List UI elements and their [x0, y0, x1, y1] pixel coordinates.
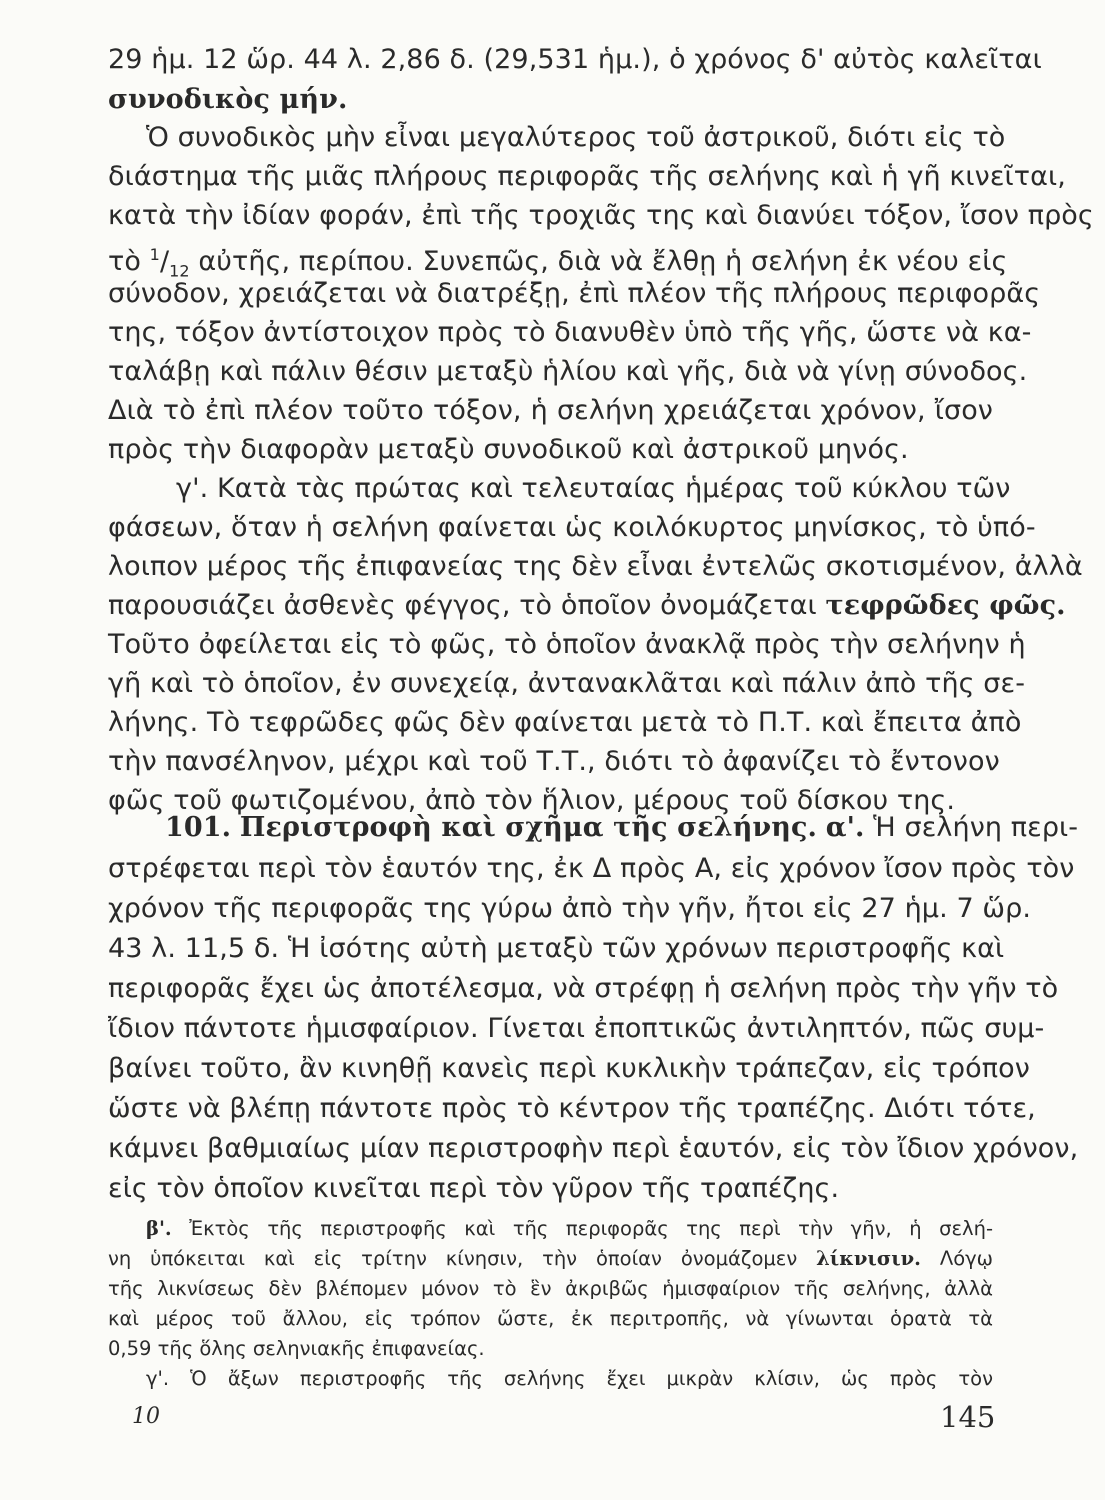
- text-line: [108, 80, 993, 120]
- text-fragment: παρουσιάζει ἀσθενὲς φέγγος, τὸ ὁποῖον ὀνομάζεται: [108, 590, 817, 621]
- text-fragment: Ἡ σελήνη περι-: [873, 812, 1079, 843]
- text-line: διάστημα τῆς μιᾶς πλήρους περιφορᾶς τῆς σελήνης καὶ ἡ γῆ κινεῖται,: [108, 161, 1066, 192]
- small-text-line: τῆς λικνίσεως δὲν βλέπομεν μόνον τὸ ἓν ἀκριβῶς ἡμισφαίριον τῆς σελήνης, ἀλλὰ: [108, 1277, 993, 1300]
- section-number: 101.: [165, 812, 232, 843]
- text-line: εἰς τὸν ὁποῖον κινεῖται περὶ τὸν γῦρον τῆς τραπέζης.: [108, 1173, 840, 1204]
- text-line: λήνης. Τὸ τεφρῶδες φῶς δὲν φαίνεται μετὰ τὸ Π.Τ. καὶ ἔπειτα ἀπὸ: [108, 707, 1022, 738]
- section-marker: α'.: [825, 812, 865, 843]
- section-title: Περιστροφὴ καὶ σχῆμα τῆς σελήνης.: [239, 812, 818, 843]
- fraction: $^1/_{12}$: [149, 245, 190, 281]
- text-line: κάμνει βαθμιαίως μίαν περιστροφὴν περὶ ἑαυτόν, εἰς τὸν ἴδιον χρόνον,: [108, 1133, 1079, 1164]
- section-heading: [165, 808, 1079, 848]
- text-line: ἴδιον πάντοτε ἡμισφαίριον. Γίνεται ἐποπτικῶς ἀντιληπτόν, πῶς συμ-: [108, 1013, 1045, 1044]
- text-line: Τοῦτο ὀφείλεται εἰς τὸ φῶς, τὸ ὁποῖον ἀνακλᾷ πρὸς τὴν σελήνην ἡ: [108, 629, 1026, 660]
- text-line: της, τόξον ἀντίστοιχον πρὸς τὸ διανυθὲν ὑπὸ τῆς γῆς, ὥστε νὰ κα-: [108, 317, 1032, 348]
- page-number: 145: [940, 1400, 996, 1434]
- text-line: χρόνον τῆς περιφορᾶς της γύρω ἀπὸ τὴν γῆν, ἤτοι εἰς 27 ἡμ. 7 ὥρ.: [108, 893, 1032, 924]
- text-line: τὴν πανσέληνον, μέχρι καὶ τοῦ Τ.Τ., διότι τὸ ἀφανίζει τὸ ἔντονον: [108, 746, 1000, 777]
- text-fragment: νη ὑπόκειται καὶ εἰς τρίτην κίνησιν, τὴν ὁποίαν ὀνομάζομεν: [108, 1247, 798, 1270]
- text-fragment: Λόγῳ: [939, 1247, 993, 1270]
- term-libration: λίκνισιν.: [816, 1247, 921, 1270]
- text-line: Διὰ τὸ ἐπὶ πλέον τοῦτο τόξον, ἡ σελήνη χρειάζεται χρόνον, ἴσον: [108, 395, 993, 426]
- text-line: γῆ καὶ τὸ ὁποῖον, ἐν συνεχείᾳ, ἀντανακλᾶται καὶ πάλιν ἀπὸ τῆς σε-: [108, 668, 1026, 699]
- text-line: 43 λ. 11,5 δ. Ἡ ἰσότης αὐτὴ μεταξὺ τῶν χρόνων περιστροφῆς καὶ: [108, 933, 1005, 964]
- text-line: περιφορᾶς ἔχει ὡς ἀποτέλεσμα, νὰ στρέφῃ ἡ σελήνη πρὸς τὴν γῆν τὸ: [108, 973, 1059, 1004]
- text-line: βαίνει τοῦτο, ἂν κινηθῇ κανεὶς περὶ κυκλικὴν τράπεζαν, εἰς τρόπον: [108, 1053, 1030, 1084]
- text-line: [108, 586, 1066, 626]
- text-line: κατὰ τὴν ἰδίαν φοράν, ἐπὶ τῆς τροχιᾶς της καὶ διανύει τόξον, ἴσον πρὸς: [108, 200, 1094, 231]
- text-fragment: τὸ: [108, 246, 141, 277]
- text-line: φάσεων, ὅταν ἡ σελήνη φαίνεται ὡς κοιλόκυρτος μηνίσκος, τὸ ὑπό-: [108, 512, 1036, 543]
- small-text-line: [146, 1214, 993, 1244]
- small-text-line: [108, 1244, 993, 1274]
- text-line: ταλάβῃ καὶ πάλιν θέσιν μεταξὺ ἡλίου καὶ γῆς, διὰ νὰ γίνῃ σύνοδος.: [108, 356, 1028, 387]
- small-text-line: καὶ μέρος τοῦ ἄλλου, εἰς τρόπον ὥστε, ἐκ περιτροπῆς, νὰ γίνωνται ὁρατὰ τὰ: [108, 1307, 993, 1330]
- term-synodic-month: συνοδικὸς μήν.: [108, 84, 348, 115]
- text-line: στρέφεται περὶ τὸν ἑαυτόν της, ἐκ Δ πρὸς Α, εἰς χρόνον ἴσον πρὸς τὸν: [108, 853, 1075, 884]
- text-line: ὥστε νὰ βλέπῃ πάντοτε πρὸς τὸ κέντρον τῆς τραπέζης. Διότι τότε,: [108, 1093, 1036, 1124]
- small-marker: β'.: [146, 1217, 172, 1240]
- text-fragment: αὐτῆς, περίπου. Συνεπῶς, διὰ νὰ ἔλθῃ ἡ σελήνη ἐκ νέου εἰς: [198, 246, 1008, 277]
- text-line: πρὸς τὴν διαφορὰν μεταξὺ συνοδικοῦ καὶ ἀστρικοῦ μηνός.: [108, 434, 909, 465]
- text-fragment: Ἐκτὸς τῆς περιστροφῆς καὶ τῆς περιφορᾶς της περὶ τὴν γῆν, ἡ σελή-: [189, 1217, 993, 1240]
- small-text-line: 0,59 τῆς ὅλης σεληνιακῆς ἐπιφανείας.: [108, 1337, 485, 1360]
- text-line: γ'. Κατὰ τὰς πρώτας καὶ τελευταίας ἡμέρας τοῦ κύκλου τῶν: [176, 473, 1011, 504]
- term-ashen-light: τεφρῶδες φῶς.: [825, 590, 1066, 621]
- text-line: 29 ἡμ. 12 ὥρ. 44 λ. 2,86 δ. (29,531 ἡμ.), ὁ χρόνος δ' αὐτὸς καλεῖται: [108, 44, 1042, 75]
- printer-signature: 10: [132, 1404, 160, 1429]
- text-line: Ὁ συνοδικὸς μὴν εἶναι μεγαλύτερος τοῦ ἀστρικοῦ, διότι εἰς τὸ: [146, 122, 1006, 153]
- text-line: φῶς τοῦ φωτιζομένου, ἀπὸ τὸν ἥλιον, μέρους τοῦ δίσκου της.: [108, 785, 956, 816]
- small-text-line: γ'. Ὁ ἄξων περιστροφῆς τῆς σελήνης ἔχει μικρὰν κλίσιν, ὡς πρὸς τὸν: [146, 1367, 993, 1390]
- text-line: σύνοδον, χρειάζεται νὰ διατρέξῃ, ἐπὶ πλέον τῆς πλήρους περιφορᾶς: [108, 278, 1041, 309]
- text-line: λοιπον μέρος τῆς ἐπιφανείας της δὲν εἶναι ἐντελῶς σκοτισμένον, ἀλλὰ: [108, 551, 1083, 582]
